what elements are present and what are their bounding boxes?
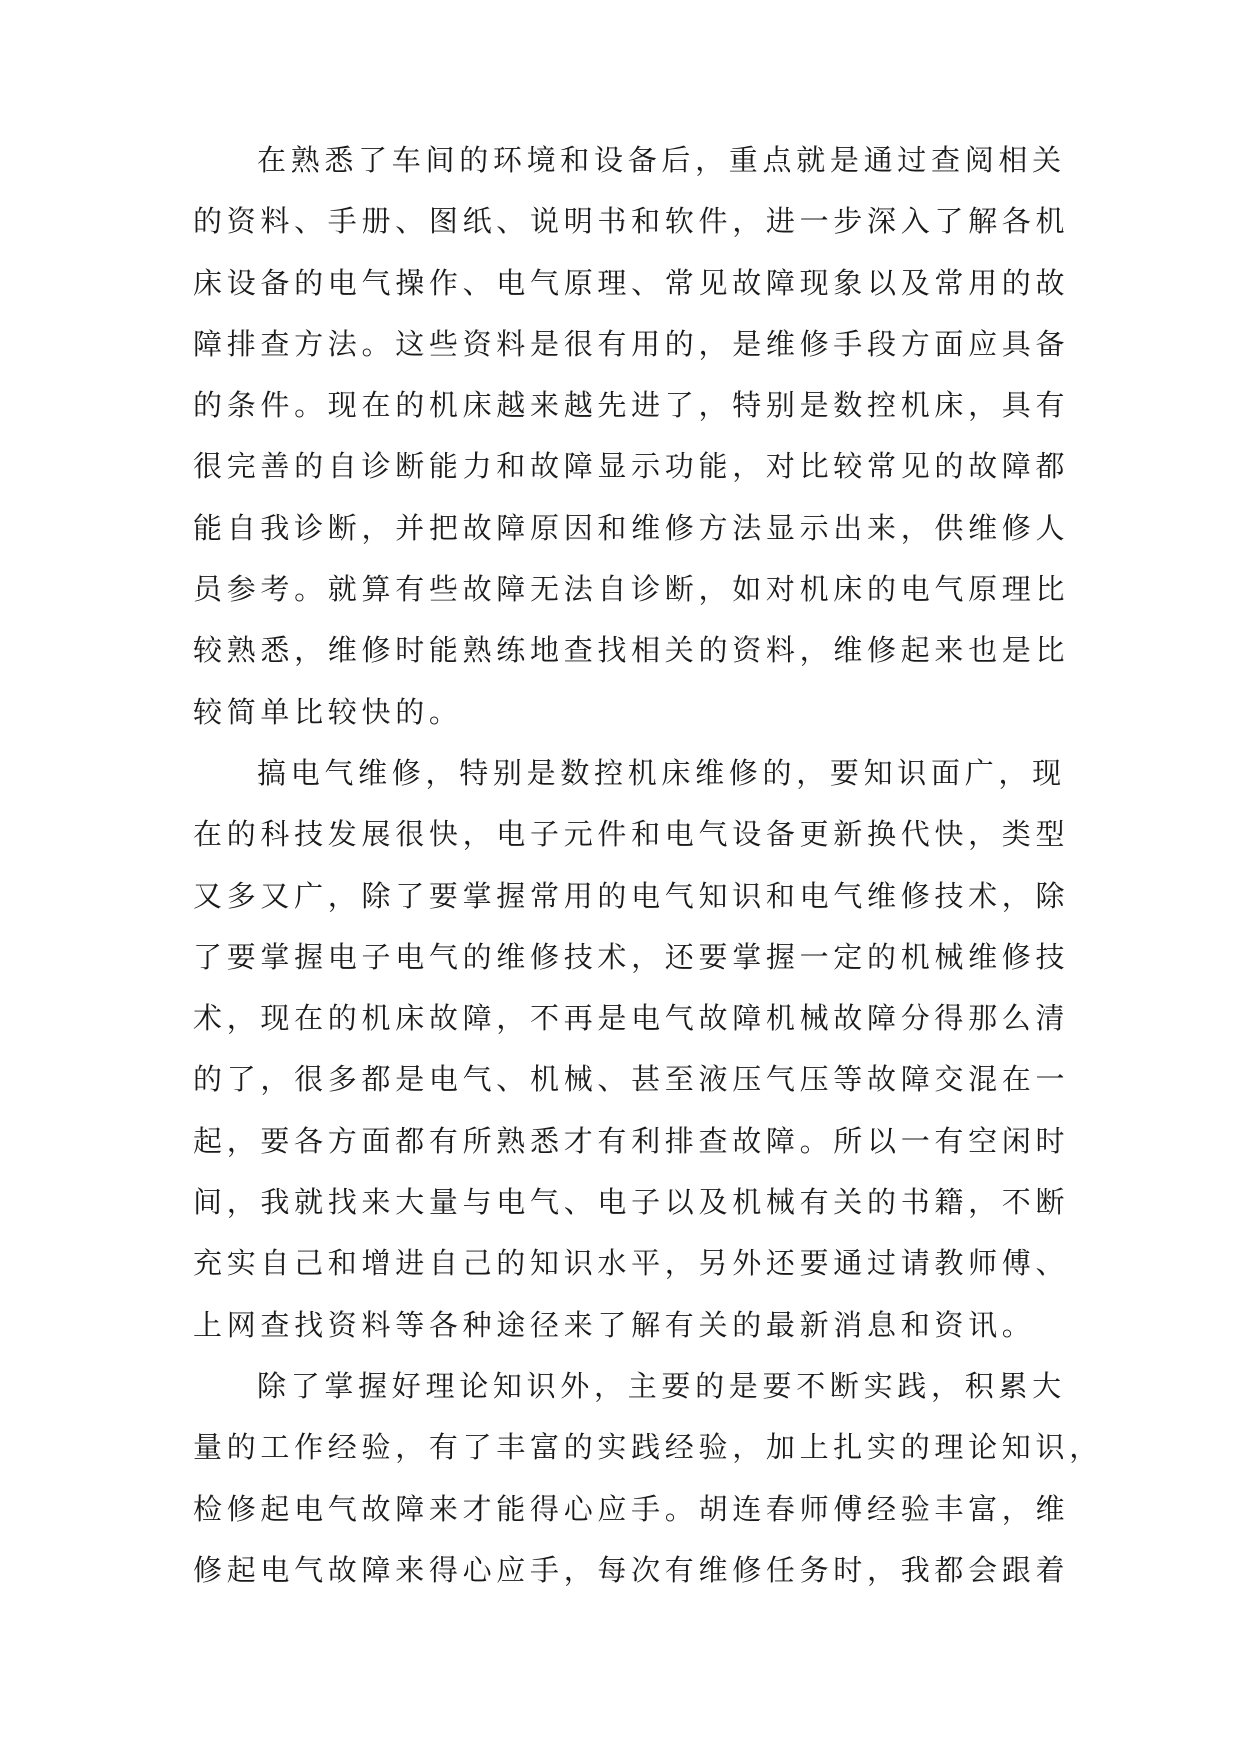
text-line: 除了掌握好理论知识外，主要的是要不断实践，积累大	[257, 1368, 1066, 1403]
text-line: 修起电气故障来得心应手，每次有维修任务时，我都会跟着	[193, 1552, 1070, 1587]
text-line: 了要掌握电子电气的维修技术，还要掌握一定的机械维修技	[193, 939, 1070, 974]
text-line: 充实自己和增进自己的知识水平，另外还要通过请教师傅、	[193, 1246, 1070, 1281]
text-line: 在熟悉了车间的环境和设备后，重点就是通过查阅相关	[257, 143, 1066, 177]
text-line: 较熟悉，维修时能熟练地查找相关的资料，维修起来也是比	[193, 633, 1070, 668]
text-line: 障排查方法。这些资料是很有用的，是维修手段方面应具备	[193, 326, 1070, 361]
text-line: 量的工作经验，有了丰富的实践经验，加上扎实的理论知识，	[193, 1430, 1103, 1465]
body-text	[193, 130, 1103, 1601]
text-line: 床设备的电气操作、电气原理、常见故障现象以及常用的故	[193, 265, 1070, 300]
text-line: 术，现在的机床故障，不再是电气故障机械故障分得那么清	[193, 1001, 1070, 1036]
text-line: 的了，很多都是电气、机械、甚至液压气压等故障交混在一	[193, 1062, 1070, 1097]
text-line: 在的科技发展很快，电子元件和电气设备更新换代快，类型	[193, 817, 1070, 852]
text-line: 上网查找资料等各种途径来了解有关的最新消息和资讯。	[193, 1307, 1036, 1342]
text-line: 能自我诊断，并把故障原因和维修方法显示出来，供维修人	[193, 510, 1070, 545]
text-line: 起，要各方面都有所熟悉才有利排查故障。所以一有空闲时	[193, 1123, 1070, 1158]
text-line: 间，我就找来大量与电气、电子以及机械有关的书籍，不断	[193, 1185, 1070, 1220]
text-line: 较简单比较快的。	[193, 694, 463, 729]
text-line: 的条件。现在的机床越来越先进了，特别是数控机床，具有	[193, 388, 1070, 423]
text-line: 员参考。就算有些故障无法自诊断，如对机床的电气原理比	[193, 572, 1070, 607]
text-line: 又多又广，除了要掌握常用的电气知识和电气维修技术，除	[193, 878, 1070, 913]
text-line: 搞电气维修，特别是数控机床维修的，要知识面广，现	[257, 755, 1066, 790]
text-line: 检修起电气故障来才能得心应手。胡连春师傅经验丰富，维	[193, 1491, 1070, 1526]
text-line: 很完善的自诊断能力和故障显示功能，对比较常见的故障都	[193, 449, 1070, 484]
text-line: 的资料、手册、图纸、说明书和软件，进一步深入了解各机	[193, 204, 1070, 239]
